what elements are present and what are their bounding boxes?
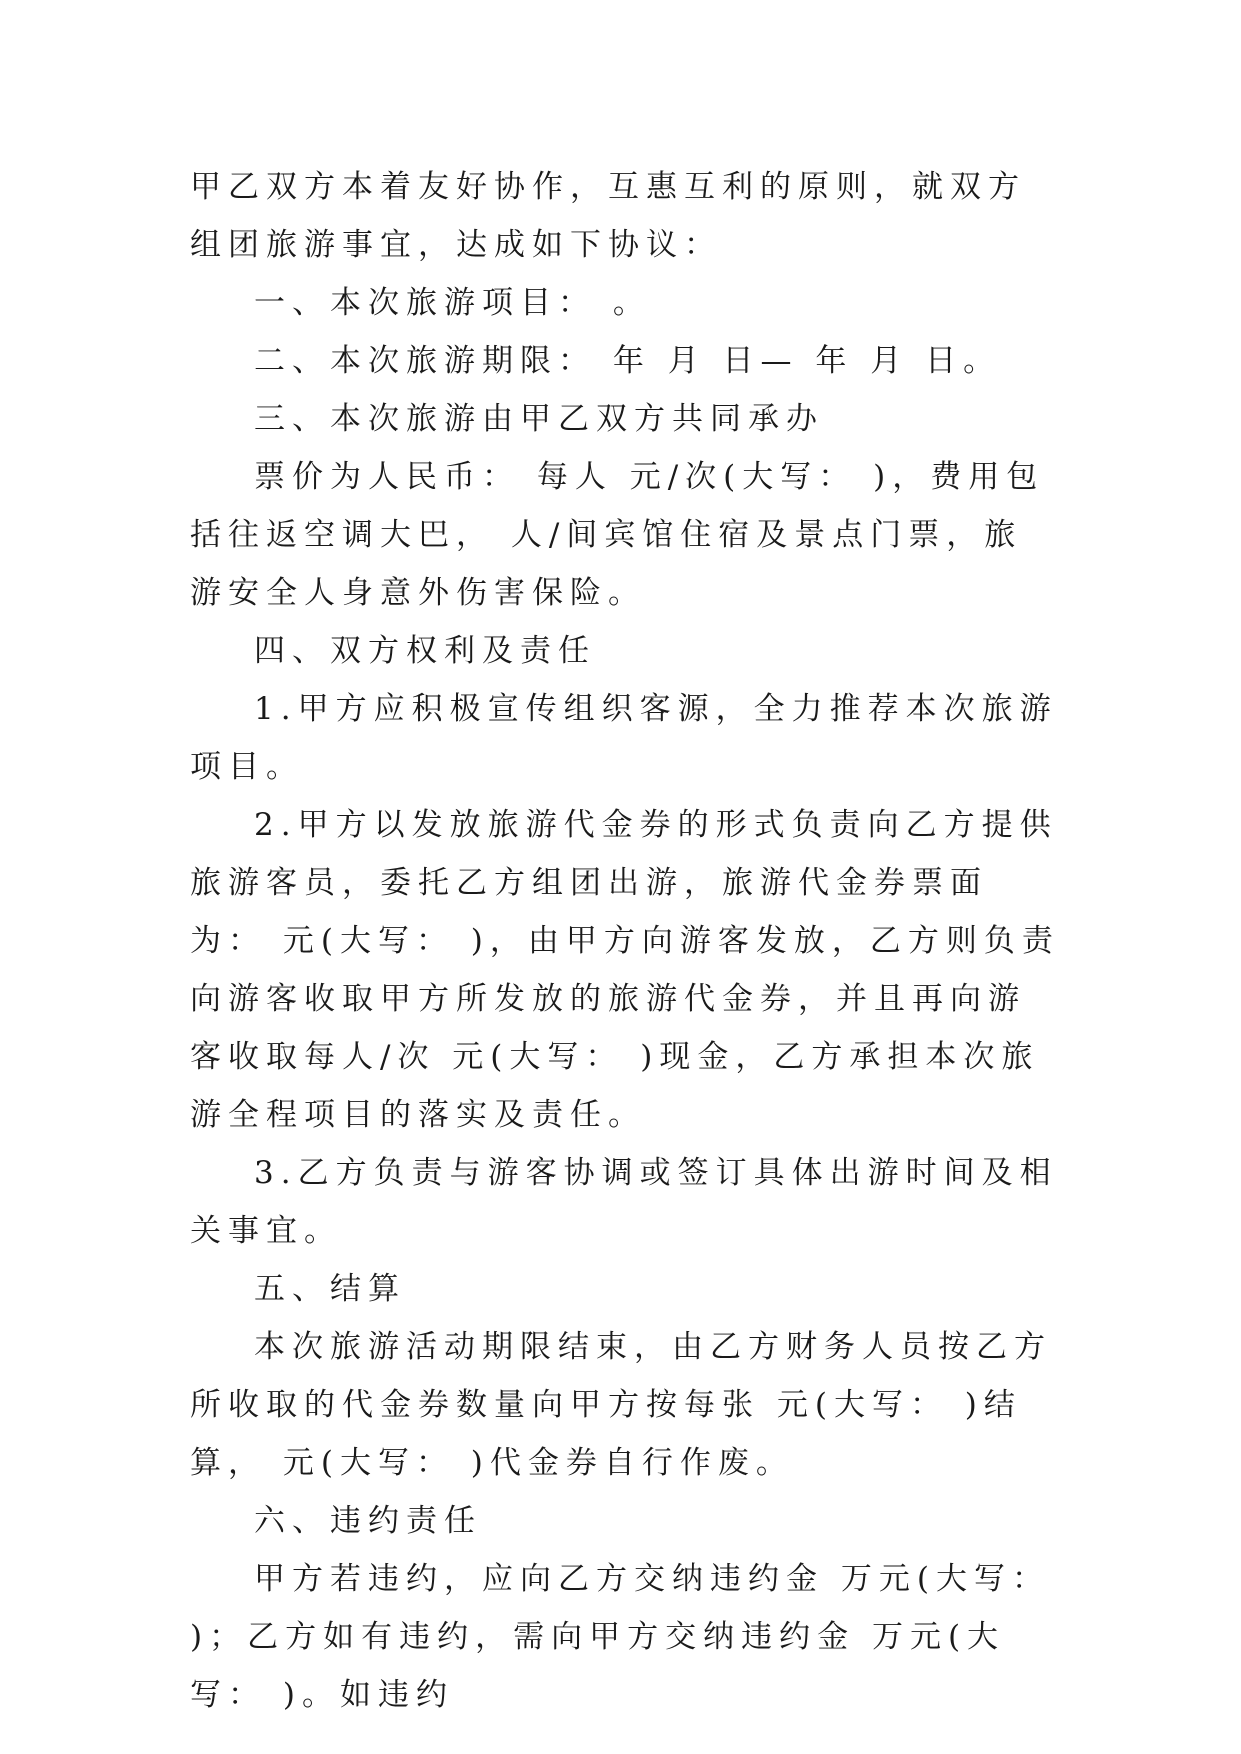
paragraph-ticket-price: 票价为人民币： 每人 元/次(大写： )，费用包括往返空调大巴， 人/间宾馆住宿及景点门票，旅游安全人身意外伤害保险。 [190, 459, 1045, 611]
paragraph-item-4-heading: 四、双方权利及责任 [254, 633, 596, 669]
paragraph-settlement: 本次旅游活动期限结束，由乙方财务人员按乙方所收取的代金券数量向甲方按每张 元(大写： )结算， 元(大写： )代金券自行作废。 [190, 1329, 1052, 1481]
paragraph-item-1: 一、本次旅游项目： 。 [254, 285, 651, 321]
paragraph-clause-2: 2.甲方以发放旅游代金券的形式负责向乙方提供旅游客员，委托乙方组团出游，旅游代金券票面为： 元(大写： )，由甲方向游客发放，乙方则负责向游客收取甲方所发放的旅游代金券，并且再向游客收取每人/次 元(大写： )现金，乙方承担本次旅游全程项目的落实及责任。 [190, 807, 1060, 1133]
paragraph-breach: 甲方若违约，应向乙方交纳违约金 万元(大写： )；乙方如有违约，需向甲方交纳违约金 万元(大写： )。如违约 [190, 1561, 1067, 1713]
paragraph-clause-1: 1.甲方应积极宣传组织客源，全力推荐本次旅游项目。 [190, 691, 1058, 785]
paragraph-item-6-heading: 六、违约责任 [254, 1503, 482, 1539]
paragraph-item-2: 二、本次旅游期限： 年 月 日— 年 月 日。 [254, 343, 1002, 379]
document-body [190, 158, 1067, 1724]
paragraph-item-5-heading: 五、结算 [254, 1271, 406, 1307]
paragraph-clause-3: 3.乙方负责与游客协调或签订具体出游时间及相关事宜。 [190, 1155, 1058, 1249]
paragraph-intro: 甲乙双方本着友好协作，互惠互利的原则，就双方组团旅游事宜，达成如下协议： [190, 169, 1026, 263]
paragraph-item-3: 三、本次旅游由甲乙双方共同承办 [254, 401, 824, 437]
